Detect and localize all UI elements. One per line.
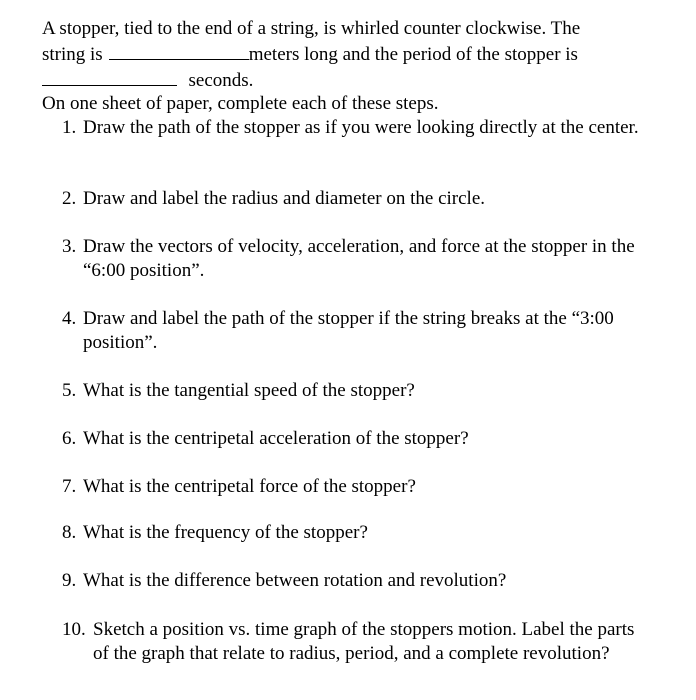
intro-line-2-end: meters long and the period of the stopper is <box>248 44 578 65</box>
step-text: Draw and label the path of the stopper if the string breaks at the “3:00 position”. <box>83 308 614 353</box>
instruction-text: On one sheet of paper, complete each of these steps. <box>42 93 439 114</box>
step-number: 2. <box>62 188 77 209</box>
step-text: What is the centripetal force of the stopper? <box>83 476 416 497</box>
step-item <box>62 235 653 283</box>
step-number: 3. <box>62 236 77 257</box>
step-item <box>62 427 653 451</box>
step-number: 1. <box>62 117 77 138</box>
step-text: Draw the path of the stopper as if you were looking directly at the center. <box>83 117 639 138</box>
step-text: What is the centripetal acceleration of the stopper? <box>83 428 469 449</box>
step-text: Sketch a position vs. time graph of the stoppers motion. Label the parts of the graph that relate to radius, period, and a complete revolution? <box>93 619 635 664</box>
step-number: 6. <box>62 428 77 449</box>
step-item <box>62 379 653 403</box>
intro-line-1: A stopper, tied to the end of a string, is whirled counter clockwise. The <box>42 18 581 39</box>
step-text: Draw the vectors of velocity, acceleration, and force at the stopper in the “6:00 position”. <box>83 236 635 281</box>
step-number: 9. <box>62 570 77 591</box>
step-item <box>62 116 653 140</box>
step-text: What is the frequency of the stopper? <box>83 522 368 543</box>
step-number: 8. <box>62 522 77 543</box>
step-item <box>62 569 653 593</box>
period-blank[interactable] <box>42 67 177 86</box>
intro-paragraph <box>42 17 662 93</box>
step-number: 10. <box>62 619 86 640</box>
step-item <box>62 618 653 666</box>
step-number: 7. <box>62 476 77 497</box>
step-item <box>62 521 653 545</box>
intro-line-2-start: string is <box>42 44 103 65</box>
step-text: What is the tangential speed of the stopper? <box>83 380 415 401</box>
step-number: 5. <box>62 380 77 401</box>
string-length-blank[interactable] <box>109 41 249 60</box>
step-text: What is the difference between rotation and revolution? <box>83 570 507 591</box>
step-number: 4. <box>62 308 77 329</box>
step-text: Draw and label the radius and diameter on the circle. <box>83 188 485 209</box>
intro-line-3-end: seconds. <box>188 70 254 91</box>
step-item <box>62 187 653 211</box>
step-item <box>62 475 653 499</box>
step-item <box>62 307 653 355</box>
